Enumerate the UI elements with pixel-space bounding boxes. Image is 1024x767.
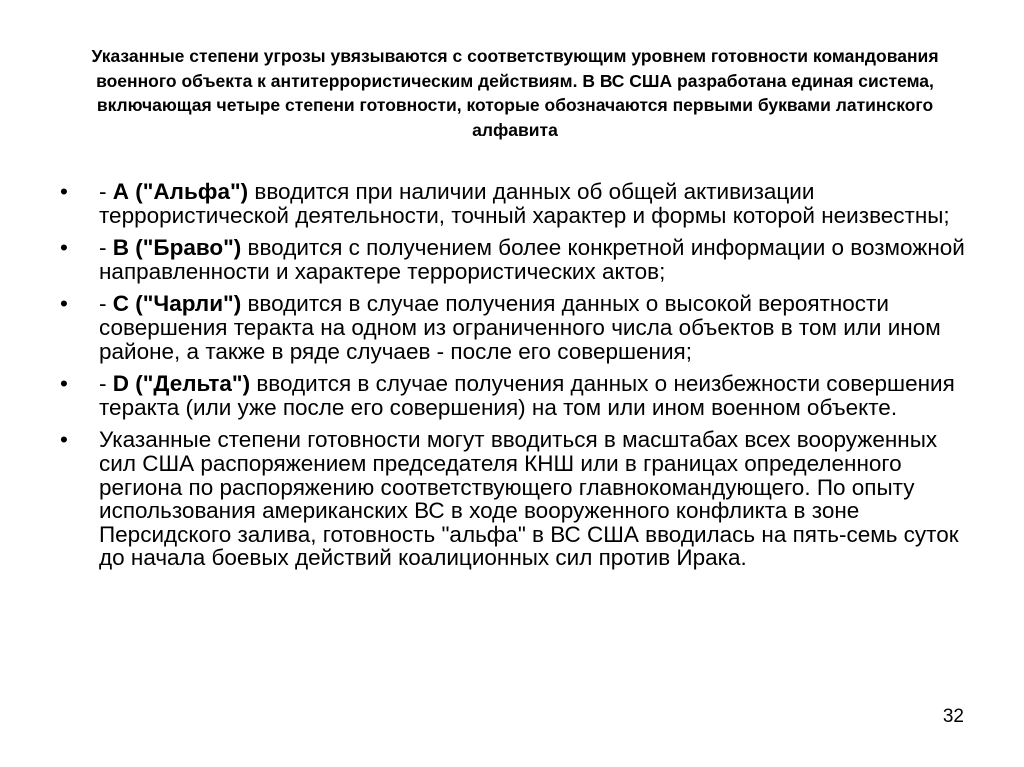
bullet-text — [99, 371, 955, 420]
bullet-lead: В ("Браво") — [112, 235, 242, 261]
bullet-text — [99, 235, 965, 284]
bullet-prefix: - — [99, 291, 113, 317]
slide-title: Указанные степени угрозы увязываются с соответствующим уровнем готовности командования военного объекта к антитеррористическим действиям. В ВС США разработана единая система, включающая четыре степени готовности, которые обозначаются первыми буквами латинского алфавита — [91, 46, 939, 140]
bullet-icon: • — [60, 179, 68, 204]
bullet-body: вводится в случае получения данных о неизбежности совершения теракта (или уже после его совершения) на том или ином военном объекте. — [99, 371, 955, 420]
list-item-charlie — [60, 292, 965, 363]
bullet-body: вводится с получением более конкретной информации о возможной направленности и характере террористических актов; — [99, 235, 965, 284]
bullet-body: Указанные степени готовности могут вводиться в масштабах всех вооруженных сил США распоряжением председателя КНШ или в границах определенного региона по распоряжению соответствующего главнокомандующего. По опыту использования американских ВС в ходе вооруженного конфликта в зоне Персидского залива, готовность "альфа" в ВС США вводилась на пять-семь суток до начала боевых действий коалиционных сил против Ирака. — [99, 427, 959, 571]
list-item-bravo — [60, 236, 965, 283]
bullet-lead: С ("Чарли") — [112, 291, 242, 317]
bullet-body: вводится при наличии данных об общей активизации террористической деятельности, точный характер и формы которой неизвестны; — [99, 179, 950, 228]
bullet-prefix: - — [99, 179, 113, 204]
bullet-list — [60, 180, 965, 579]
bullet-lead: D ("Дельта") — [112, 371, 251, 397]
bullet-lead: А ("Альфа") — [112, 179, 249, 204]
bullet-prefix: - — [99, 371, 113, 397]
bullet-body: вводится в случае получения данных о высокой вероятности совершения теракта на одном из ограниченного числа объектов в том или ином районе, а также в ряде случаев - после его совершения; — [99, 291, 941, 364]
bullet-icon: • — [60, 427, 68, 453]
list-item-delta — [60, 372, 965, 419]
bullet-text — [99, 179, 950, 228]
bullet-text — [99, 427, 959, 570]
bullet-text — [99, 291, 941, 363]
bullet-icon: • — [60, 235, 68, 261]
bullet-icon: • — [60, 371, 68, 397]
list-item-alpha — [60, 180, 965, 227]
bullet-icon: • — [60, 291, 68, 317]
bullet-prefix: - — [99, 235, 113, 261]
list-item-summary — [60, 428, 965, 570]
page-number: 32 — [942, 706, 964, 727]
